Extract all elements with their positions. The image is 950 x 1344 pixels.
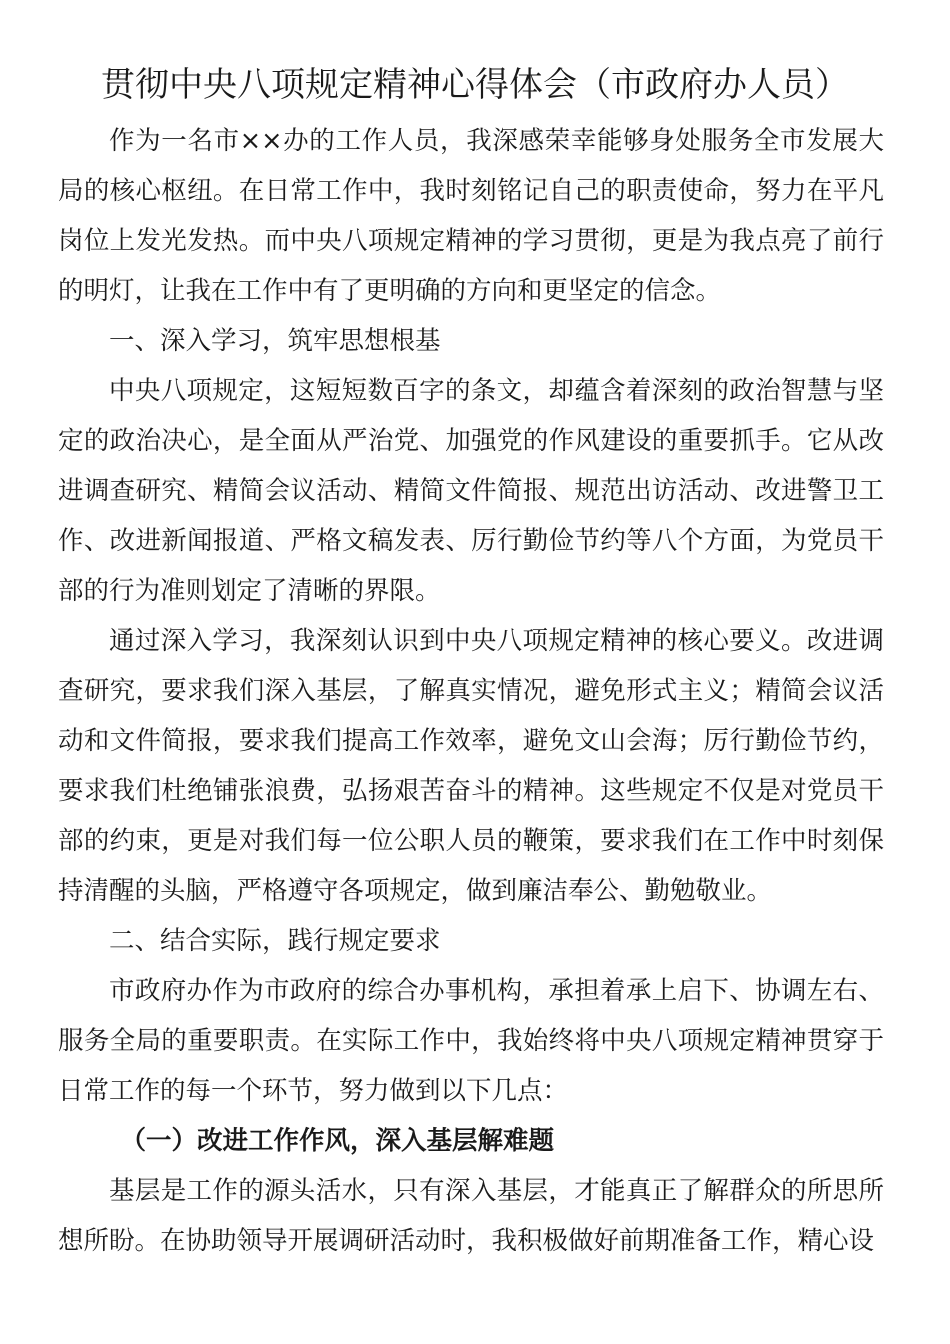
- body-paragraph: 通过深入学习，我深刻认识到中央八项规定精神的核心要义。改进调查研究，要求我们深入基层，了解真实情况，避免形式主义；精简会议活动和文件简报，要求我们提高工作效率，避免文山会海；厉行勤俭节约，要求我们杜绝铺张浪费，弘扬艰苦奋斗的精神。这些规定不仅是对党员干部的约束，更是对我们每一位公职人员的鞭策，要求我们在工作中时刻保持清醒的头脑，严格遵守各项规定，做到廉洁奉公、勤勉敬业。: [58, 626, 884, 906]
- section-heading-2: 二、结合实际，践行规定要求: [109, 926, 441, 956]
- document-title: 贯彻中央八项规定精神心得体会（市政府办人员）: [101, 65, 849, 105]
- document-body: [58, 116, 884, 1266]
- section-heading-1: 一、深入学习，筑牢思想根基: [109, 326, 441, 356]
- body-paragraph: 市政府办作为市政府的综合办事机构，承担着承上启下、协调左右、服务全局的重要职责。在实际工作中，我始终将中央八项规定精神贯穿于日常工作的每一个环节，努力做到以下几点：: [58, 976, 884, 1106]
- body-paragraph: 基层是工作的源头活水，只有深入基层，才能真正了解群众的所思所想所盼。在协助领导开展调研活动时，我积极做好前期准备工作，精心设: [58, 1176, 884, 1256]
- subsection-heading-1: （一）改进工作作风，深入基层解难题: [120, 1126, 554, 1156]
- intro-paragraph: 作为一名市××办的工作人员，我深感荣幸能够身处服务全市发展大局的核心枢纽。在日常工作中，我时刻铭记自己的职责使命，努力在平凡岗位上发光发热。而中央八项规定精神的学习贯彻，更是为我点亮了前行的明灯，让我在工作中有了更明确的方向和更坚定的信念。: [58, 126, 884, 306]
- body-paragraph: 中央八项规定，这短短数百字的条文，却蕴含着深刻的政治智慧与坚定的政治决心，是全面从严治党、加强党的作风建设的重要抓手。它从改进调查研究、精简会议活动、精简文件简报、规范出访活动、改进警卫工作、改进新闻报道、严格文稿发表、厉行勤俭节约等八个方面，为党员干部的行为准则划定了清晰的界限。: [58, 376, 884, 606]
